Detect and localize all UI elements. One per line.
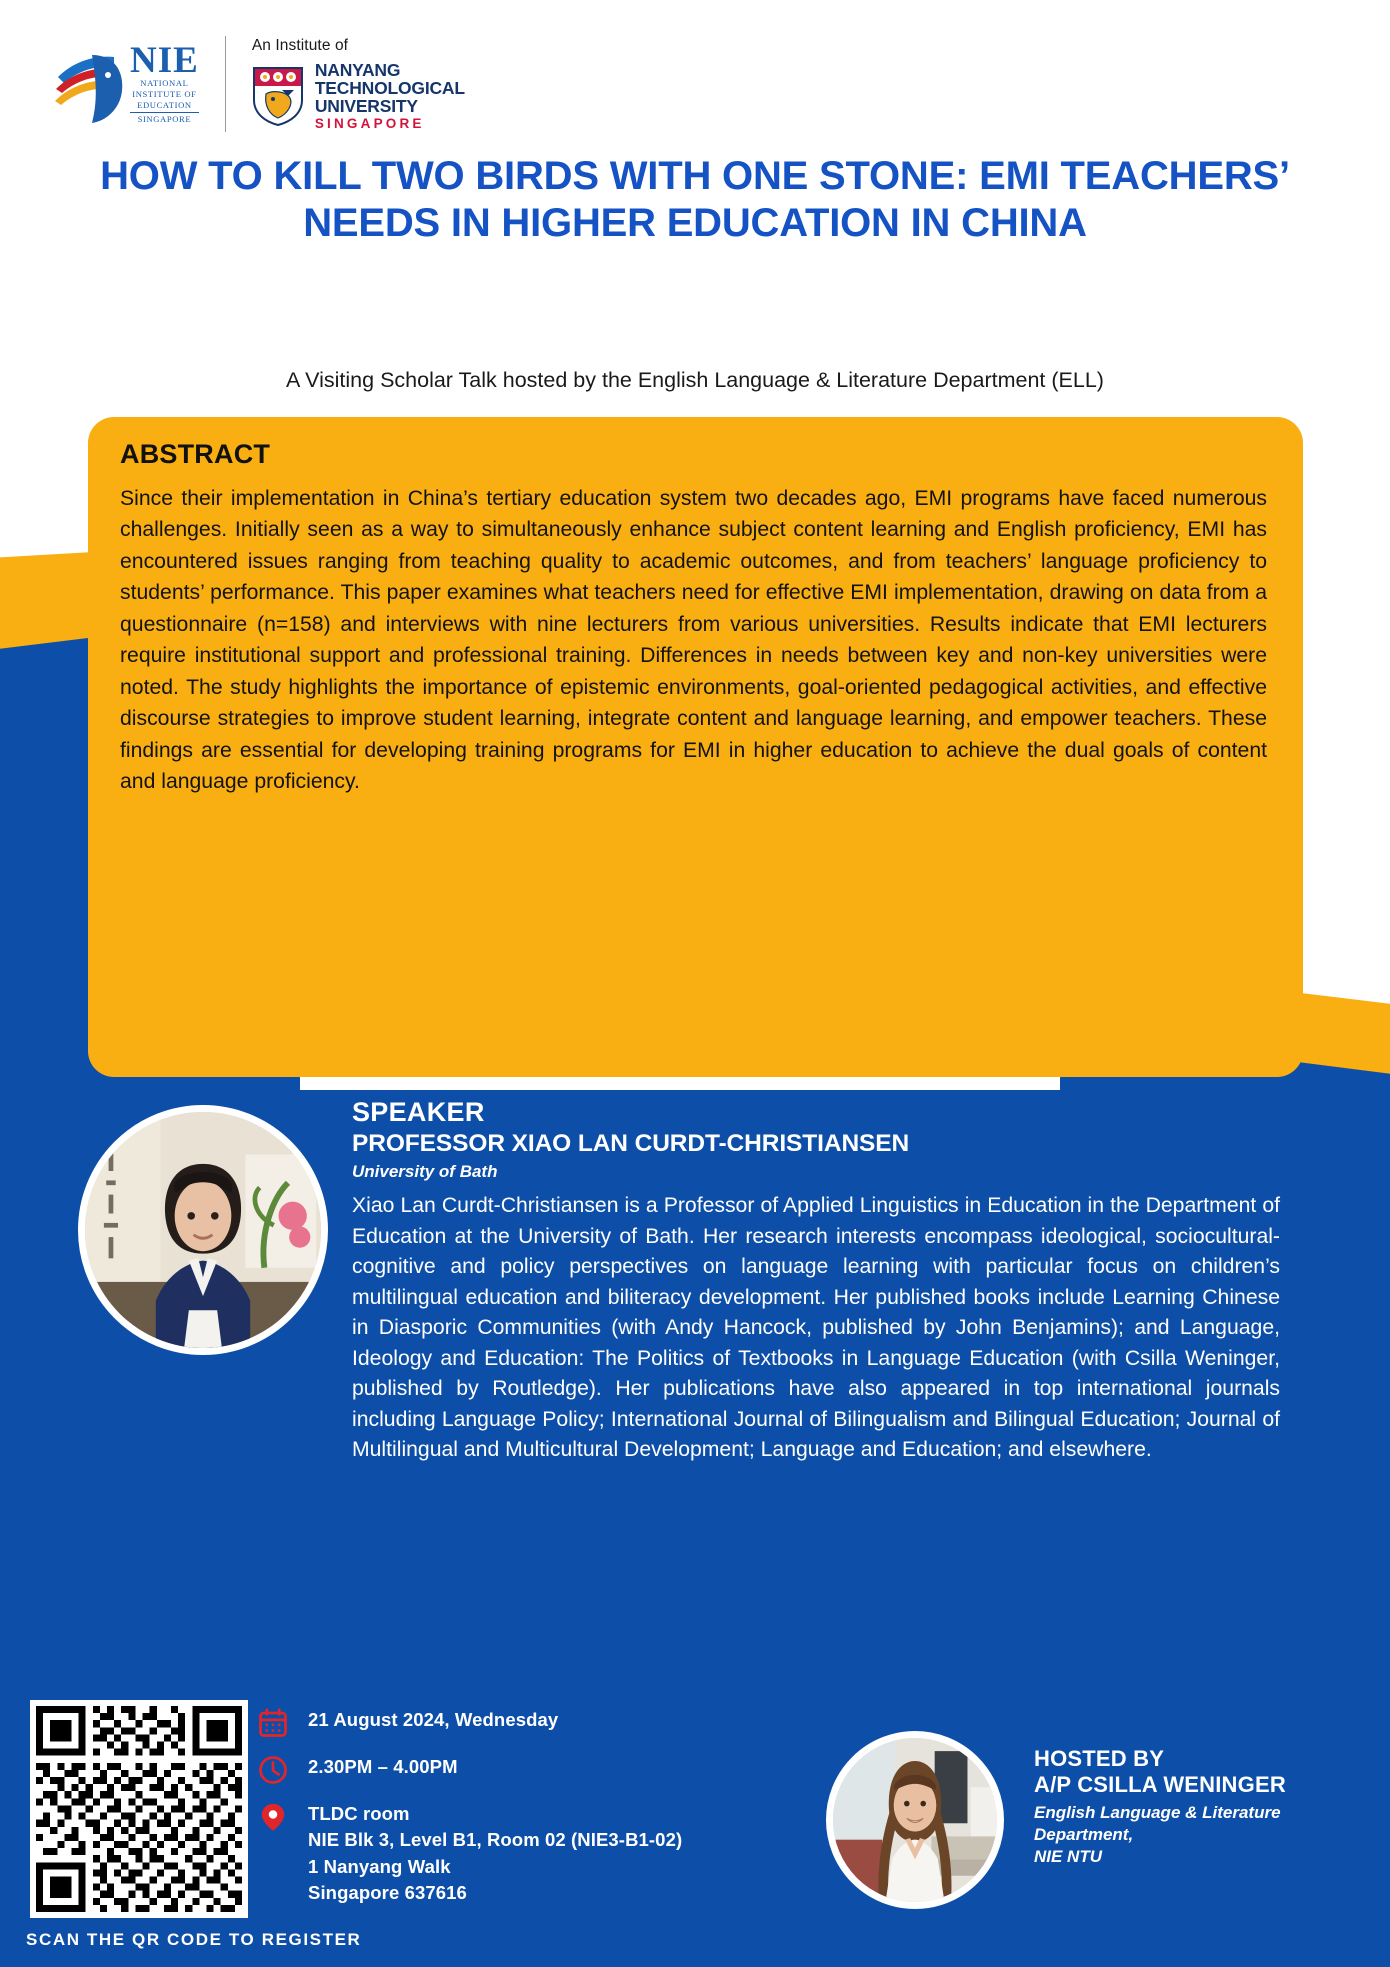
clock-icon <box>258 1755 288 1785</box>
ntu-line-1: NANYANG <box>314 59 401 80</box>
ntu-logo <box>252 37 465 131</box>
speaker-name: PROFESSOR XIAO LAN CURDT-CHRISTIANSEN <box>352 1130 910 1157</box>
venue-line-3: 1 Nanyang Walk <box>308 1855 451 1877</box>
event-time: 2.30PM – 4.00PM <box>308 1756 458 1777</box>
qr-scan-note: SCAN THE QR CODE TO REGISTER <box>26 1930 362 1949</box>
host-info <box>1034 1746 1286 1867</box>
calendar-icon <box>258 1708 288 1738</box>
venue-line-2: NIE Blk 3, Level B1, Room 02 (NIE3-B1-02) <box>308 1829 683 1851</box>
nie-line-2: INSTITUTE OF <box>132 89 197 100</box>
nie-fullname <box>130 78 199 125</box>
logo-row <box>52 36 465 132</box>
abstract-card <box>88 417 1303 1077</box>
event-details <box>258 1707 682 1922</box>
speaker-section-label: SPEAKER <box>352 1097 485 1127</box>
host-name: A/P CSILLA WENINGER <box>1034 1772 1286 1797</box>
host-avatar <box>826 1731 1004 1909</box>
qr-code[interactable] <box>30 1700 248 1918</box>
host-dept-line-1: English Language & Literature <box>1034 1803 1281 1822</box>
nie-line-4: SINGAPORE <box>137 114 192 125</box>
event-time-row <box>258 1754 682 1785</box>
ntu-line-3: UNIVERSITY <box>314 95 418 116</box>
ntu-wordmark <box>314 59 465 132</box>
ntu-crest-icon <box>252 66 304 126</box>
abstract-body: Since their implementation in China’s tertiary education system two decades ago, EMI programs have faced numerous challenges. Initially seen as a way to simultaneously enhance subject content learning and English proficiency, EMI has encountered issues ranging from teaching quality to academic outcomes, and from teachers’ language proficiency to students’ performance. This paper examines what teachers need for effective EMI implementation, drawing on data from a questionnaire (n=158) and interviews with nine lecturers from various universities. Results indicate that EMI lecturers require institutional support and professional training. Differences in needs between key and non-key universities were noted. The study highlights the importance of epistemic environments, goal-oriented pedagogical activities, and effective discourse strategies to improve student learning, integrate content and language learning, and empower teachers. These findings are essential for developing training programs for EMI in higher education to achieve the dual goals of content and language proficiency. <box>120 487 1267 794</box>
nie-line-3: EDUCATION <box>137 100 192 111</box>
event-venue <box>308 1801 682 1906</box>
ntu-line-2: TECHNOLOGICAL <box>314 77 465 98</box>
speaker-avatar <box>78 1105 328 1355</box>
host-dept-line-3: NIE NTU <box>1034 1846 1102 1866</box>
event-date-row <box>258 1707 682 1738</box>
speaker-info <box>352 1097 1280 1466</box>
host-department <box>1034 1802 1286 1867</box>
event-date: 21 August 2024, Wednesday <box>308 1709 559 1730</box>
logo-divider <box>225 36 226 132</box>
page-subtitle: A Visiting Scholar Talk hosted by the English Language & Literature Department (ELL) <box>286 368 1104 392</box>
speaker-bio: Xiao Lan Curdt-Christiansen is a Professor of Applied Linguistics in Education in the Department of Education at the University of Bath. Her research interests encompass ideological, sociocultural-cognitive and policy perspectives on language learning with particular focus on children’s multilingual education and biliteracy development. Her published books include Learning Chinese in Diasporic Communities (with Andy Hancock, published by John Benjamins); and Language, Ideology and Education: The Politics of Textbooks in Language Education (with Csilla Weninger, published by Routledge). Her publications have also appeared in top international journals including Language Policy; International Journal of Bilingualism and Bilingual Education; Journal of Multilingual and Multicultural Development; Language and Education; and elsewhere. <box>352 1194 1280 1462</box>
host-portrait-image <box>833 1738 997 1902</box>
an-institute-of-label: An Institute of <box>251 36 349 54</box>
location-pin-icon <box>258 1802 288 1832</box>
venue-line-4: Singapore 637616 <box>308 1881 467 1903</box>
venue-line-1: TLDC room <box>308 1803 410 1824</box>
host-section-label: HOSTED BY <box>1034 1746 1165 1771</box>
speaker-portrait-image <box>85 1112 321 1348</box>
nie-divider <box>130 112 199 113</box>
page-title: HOW TO KILL TWO BIRDS WITH ONE STONE: EMI TEACHERS’ NEEDS IN HIGHER EDUCATION IN CHINA <box>100 154 1290 246</box>
ntu-country: SINGAPORE <box>314 116 425 132</box>
qr-code-image <box>36 1706 242 1912</box>
nie-line-1: NATIONAL <box>140 78 189 89</box>
nie-abbr: NIE <box>130 39 199 81</box>
speaker-affiliation: University of Bath <box>352 1162 498 1181</box>
nie-logo <box>52 39 199 125</box>
host-dept-line-2: Department, <box>1034 1824 1134 1844</box>
event-venue-row <box>258 1801 682 1906</box>
nie-lion-icon <box>52 49 126 125</box>
abstract-heading: ABSTRACT <box>120 439 271 469</box>
nie-wordmark <box>130 39 199 125</box>
